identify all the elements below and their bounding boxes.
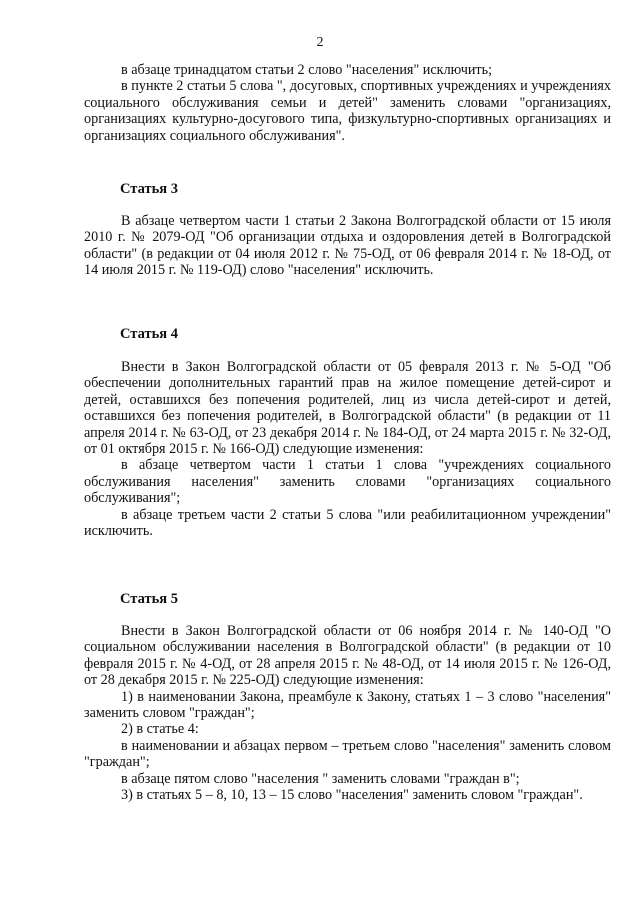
paragraph: 3) в статьях 5 – 8, 10, 13 – 15 слово "населения" заменить словом "граждан". xyxy=(121,787,583,804)
paragraph: в абзаце тринадцатом статьи 2 слово "населения" исключить; xyxy=(121,62,493,78)
paragraph: в абзаце пятом слово "населения " заменить словами "граждан в"; xyxy=(121,770,520,787)
article-4-body xyxy=(84,359,611,539)
paragraph: в абзаце третьем части 2 статьи 5 слова "или реабилитационном учреждении" исключить. xyxy=(84,506,611,540)
paragraph: в абзаце четвертом части 1 статьи 1 слова "учреждениях социального обслуживания населения" заменить словами "организациях социального обслуживания"; xyxy=(84,457,611,507)
article-3-heading: Статья 3 xyxy=(120,181,178,197)
article-4-heading: Статья 4 xyxy=(120,326,178,342)
paragraph: 2) в статье 4: xyxy=(121,721,199,738)
page-number: 2 xyxy=(316,35,324,50)
paragraph: Внести в Закон Волгоградской области от 06 ноября 2014 г. № 140-ОД "О социальном обслуживании населения в Волгоградской области" (в редакции от 10 февраля 2015 г. № 4-ОД, от 28 апреля 2015 г. № 48-ОД, от 14 июля 2015 г. № 126-ОД, от 28 декабря 2015 г. № 225-ОД) следующие изменения: xyxy=(84,623,611,689)
amendment-block-1 xyxy=(84,62,611,144)
paragraph: 1) в наименовании Закона, преамбуле к Закону, статьях 1 – 3 слово "населения" заменить словом "граждан"; xyxy=(84,688,611,722)
article-5-body xyxy=(84,623,611,803)
article-5-heading: Статья 5 xyxy=(120,591,178,607)
paragraph: В абзаце четвертом части 1 статьи 2 Закона Волгоградской области от 15 июля 2010 г. № 2079-ОД "Об организации отдыха и оздоровления детей в Волгоградской области" (в редакции от 04 июля 2012 г. № 75-ОД, от 06 февраля 2014 г. № 18-ОД, от 14 июля 2015 г. № 119-ОД) слово "населения" исключить. xyxy=(84,213,611,279)
paragraph: Внести в Закон Волгоградской области от 05 февраля 2013 г. № 5-ОД "Об обеспечении дополнительных гарантий прав на жилое помещение детей-сирот и детей, оставшихся без попечения родителей, лиц из числа детей-сирот и детей, оставшихся без попечения родителей, в Волгоградской области" (в редакции от 11 апреля 2014 г. № 63-ОД, от 23 декабря 2014 г. № 184-ОД, от 24 марта 2015 г. № 32-ОД, от 01 октября 2015 г. № 166-ОД) следующие изменения: xyxy=(84,359,611,458)
paragraph: в пункте 2 статьи 5 слова ", досуговых, спортивных учреждениях и учреждениях социального обслуживания семьи и детей" заменить словами "организациях, организациях культурно-досугового типа, физкультурно-спортивных организациях и организациях социального обслуживания". xyxy=(84,78,611,144)
article-3-body xyxy=(84,213,611,279)
paragraph: в наименовании и абзацах первом – третьем слово "населения" заменить словом "граждан"; xyxy=(84,737,611,771)
